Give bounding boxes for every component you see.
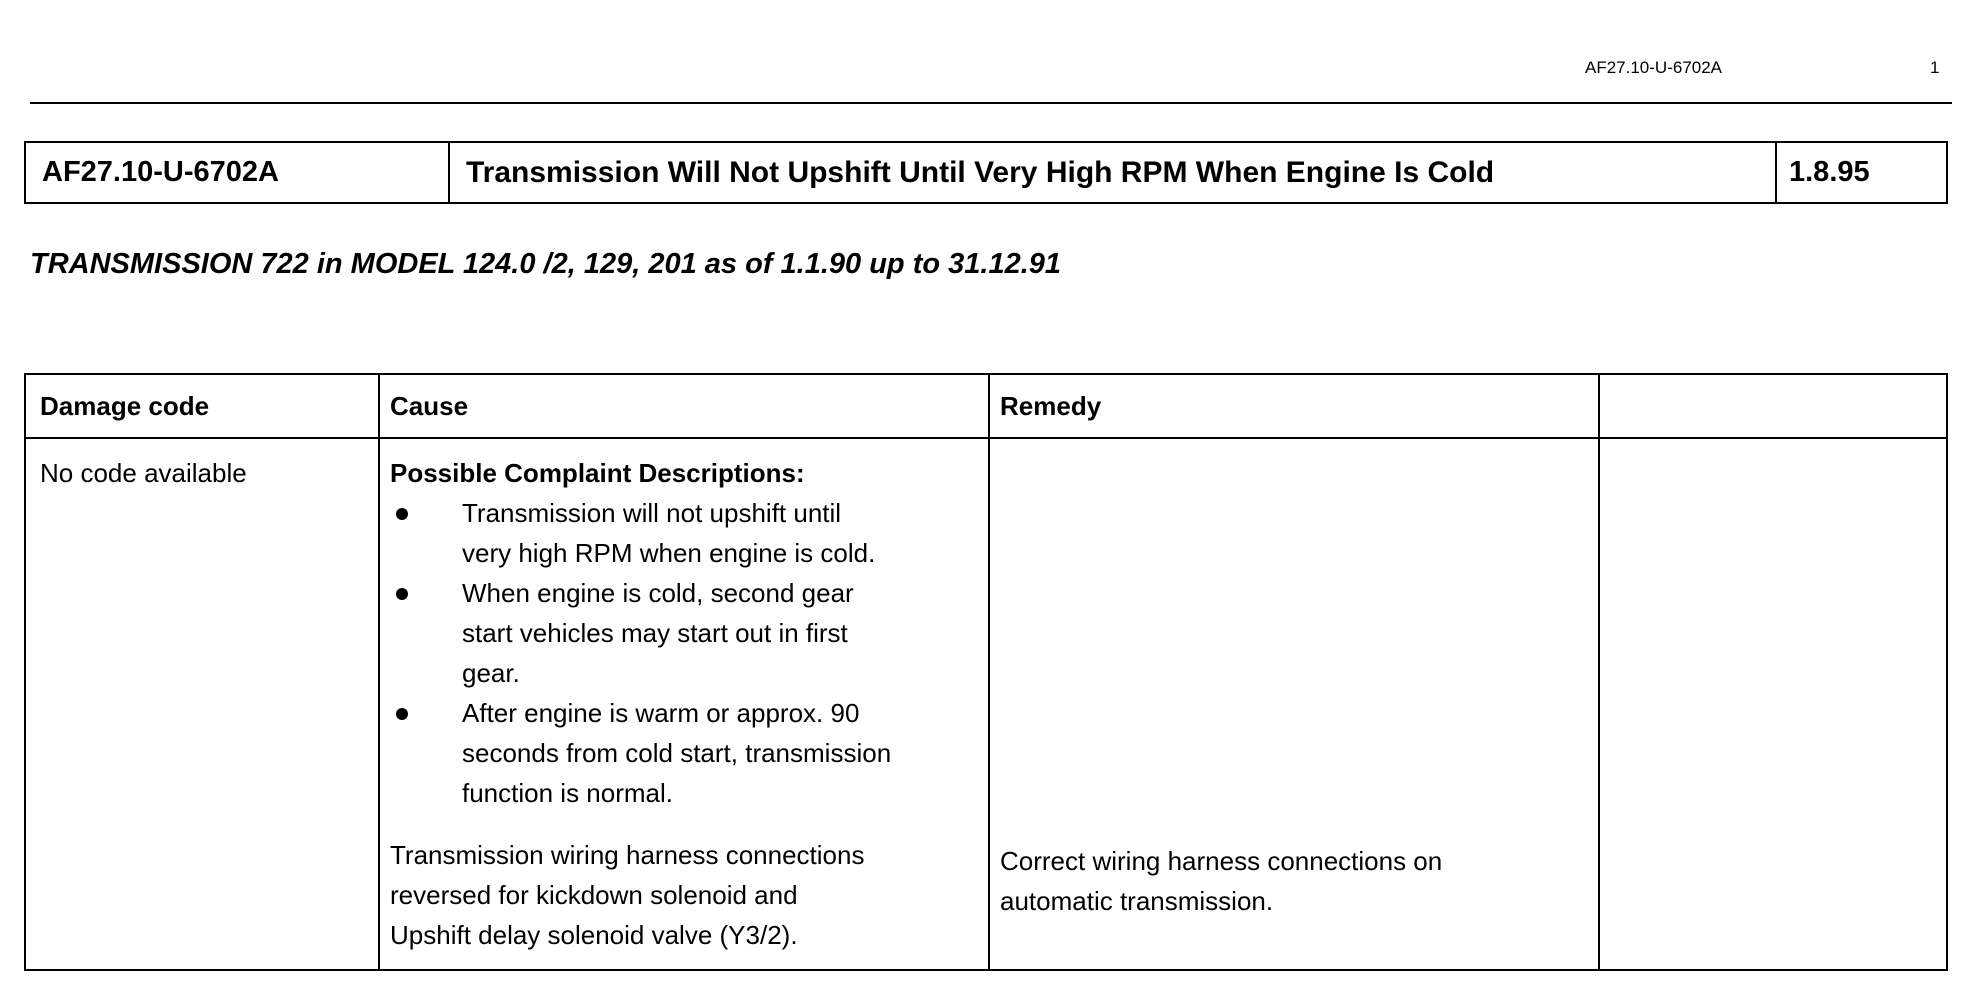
complaint-line: seconds from cold start, transmission [462, 738, 892, 768]
bullet-icon [396, 508, 408, 520]
remedy-cell [990, 439, 1600, 969]
cause-description [390, 835, 988, 955]
table-header-row [26, 375, 1946, 439]
complaint-item [390, 493, 988, 573]
damage-table [24, 373, 1948, 971]
empty-cell [1600, 439, 1946, 969]
complaint-line: start vehicles may start out in first [462, 618, 848, 648]
bullet-icon [396, 588, 408, 600]
cause-cell [380, 439, 990, 969]
damage-code-cell: No code available [26, 439, 380, 969]
remedy-line: automatic transmission. [1000, 886, 1274, 916]
header-divider [30, 102, 1952, 104]
complaint-list [390, 493, 988, 813]
complaint-line: function is normal. [462, 778, 673, 808]
page-number: 1 [1930, 58, 1940, 77]
complaint-item [390, 693, 988, 813]
document-date: 1.8.95 [1789, 156, 1870, 188]
document-title: Transmission Will Not Upshift Until Very High RPM When Engine Is Cold [450, 143, 1777, 202]
complaint-item [390, 573, 988, 693]
cause-line: Transmission wiring harness connections [390, 840, 865, 870]
title-box [24, 141, 1948, 204]
header-remedy: Remedy [990, 375, 1600, 437]
remedy-line: Correct wiring harness connections on [1000, 846, 1443, 876]
complaint-line: When engine is cold, second gear [462, 578, 854, 608]
header-cause: Cause [380, 375, 990, 437]
cause-line: reversed for kickdown solenoid and [390, 880, 798, 910]
title-doc-id: AF27.10-U-6702A [26, 143, 450, 202]
header-damage-code: Damage code [26, 375, 380, 437]
header-doc-id: AF27.10-U-6702A [1585, 58, 1723, 77]
table-row [26, 439, 1946, 969]
applicability-subtitle: TRANSMISSION 722 in MODEL 124.0 /2, 129, 201 as of 1.1.90 up to 31.12.91 [30, 248, 1062, 280]
complaint-line: After engine is warm or approx. 90 [462, 698, 860, 728]
complaint-heading: Possible Complaint Descriptions: [390, 458, 805, 488]
bullet-icon [396, 708, 408, 720]
complaint-line: Transmission will not upshift until [462, 498, 842, 528]
header-empty [1600, 375, 1946, 437]
remedy-description [1000, 841, 1598, 921]
complaint-line: gear. [462, 658, 520, 688]
complaint-line: very high RPM when engine is cold. [462, 538, 876, 568]
cause-line: Upshift delay solenoid valve (Y3/2). [390, 920, 798, 950]
